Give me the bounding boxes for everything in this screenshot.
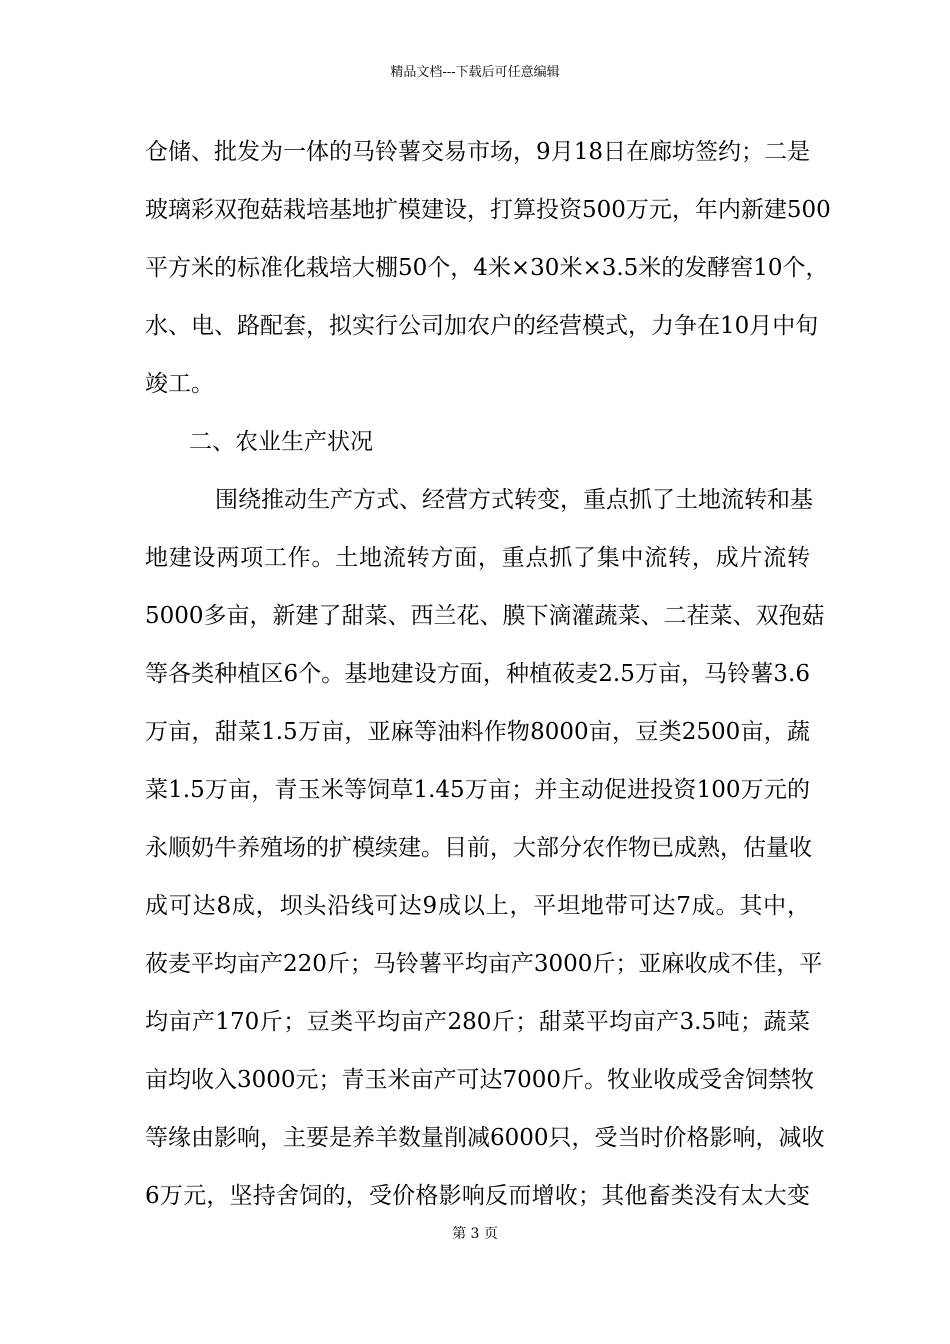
paragraph-2-line: 莜麦平均亩产220斤；马铃薯平均亩产3000斤；亚麻收成不佳，平 bbox=[145, 951, 823, 977]
document-body bbox=[145, 127, 831, 1229]
section-heading: 二、农业生产状况 bbox=[189, 429, 373, 455]
paragraph-1-line: 水、电、路配套，拟实行公司加农户的经营模式，力争在10月中旬 bbox=[145, 313, 819, 339]
paragraph-1-line: 仓储、批发为一体的马铃薯交易市场，9月18日在廊坊签约；二是 bbox=[145, 139, 810, 165]
paragraph-2-line: 亩均收入3000元；青玉米亩产可达7000斤。牧业收成受舍饲禁牧 bbox=[145, 1067, 815, 1093]
page-number: 第 3 页 bbox=[452, 1226, 498, 1242]
paragraph-2-line: 等缘由影响，主要是养羊数量削减6000只，受当时价格影响，减收 bbox=[145, 1125, 825, 1151]
paragraph-1-line: 平方米的标准化栽培大棚50个，4米×30米×3.5米的发酵窖10个， bbox=[145, 255, 829, 281]
paragraph-2-line: 5000多亩，新建了甜菜、西兰花、膜下滴灌蔬菜、二茬菜、双孢菇 bbox=[145, 603, 825, 629]
paragraph-2-line: 等各类种植区6个。基地建设方面，种植莜麦2.5万亩，马铃薯3.6 bbox=[145, 661, 810, 687]
page-header: 精品文档---下载后可任意编辑 bbox=[390, 65, 560, 80]
paragraph-1-line: 玻璃彩双孢菇栽培基地扩模建设，打算投资500万元，年内新建500 bbox=[145, 197, 831, 223]
paragraph-2-line: 均亩产170斤；豆类平均亩产280斤；甜菜平均亩产3.5吨；蔬菜 bbox=[145, 1009, 810, 1035]
paragraph-2-line: 6万元，坚持舍饲的，受价格影响反而增收；其他畜类没有太大变 bbox=[145, 1183, 810, 1209]
paragraph-1-line: 竣工。 bbox=[145, 371, 214, 397]
paragraph-2-line: 永顺奶牛养殖场的扩模续建。目前，大部分农作物已成熟，估量收 bbox=[145, 835, 812, 861]
paragraph-2-line: 万亩，甜菜1.5万亩，亚麻等油料作物8000亩，豆类2500亩，蔬 bbox=[145, 719, 810, 745]
paragraph-2-line: 菜1.5万亩，青玉米等饲草1.45万亩；并主动促进投资100万元的 bbox=[145, 777, 810, 803]
paragraph-2-line: 地建设两项工作。土地流转方面，重点抓了集中流转，成片流转 bbox=[145, 545, 810, 571]
paragraph-2-line: 成可达8成，坝头沿线可达9成以上，平坦地带可达7成。其中， bbox=[145, 893, 810, 919]
paragraph-2-line: 围绕推动生产方式、经营方式转变，重点抓了土地流转和基 bbox=[215, 487, 813, 513]
